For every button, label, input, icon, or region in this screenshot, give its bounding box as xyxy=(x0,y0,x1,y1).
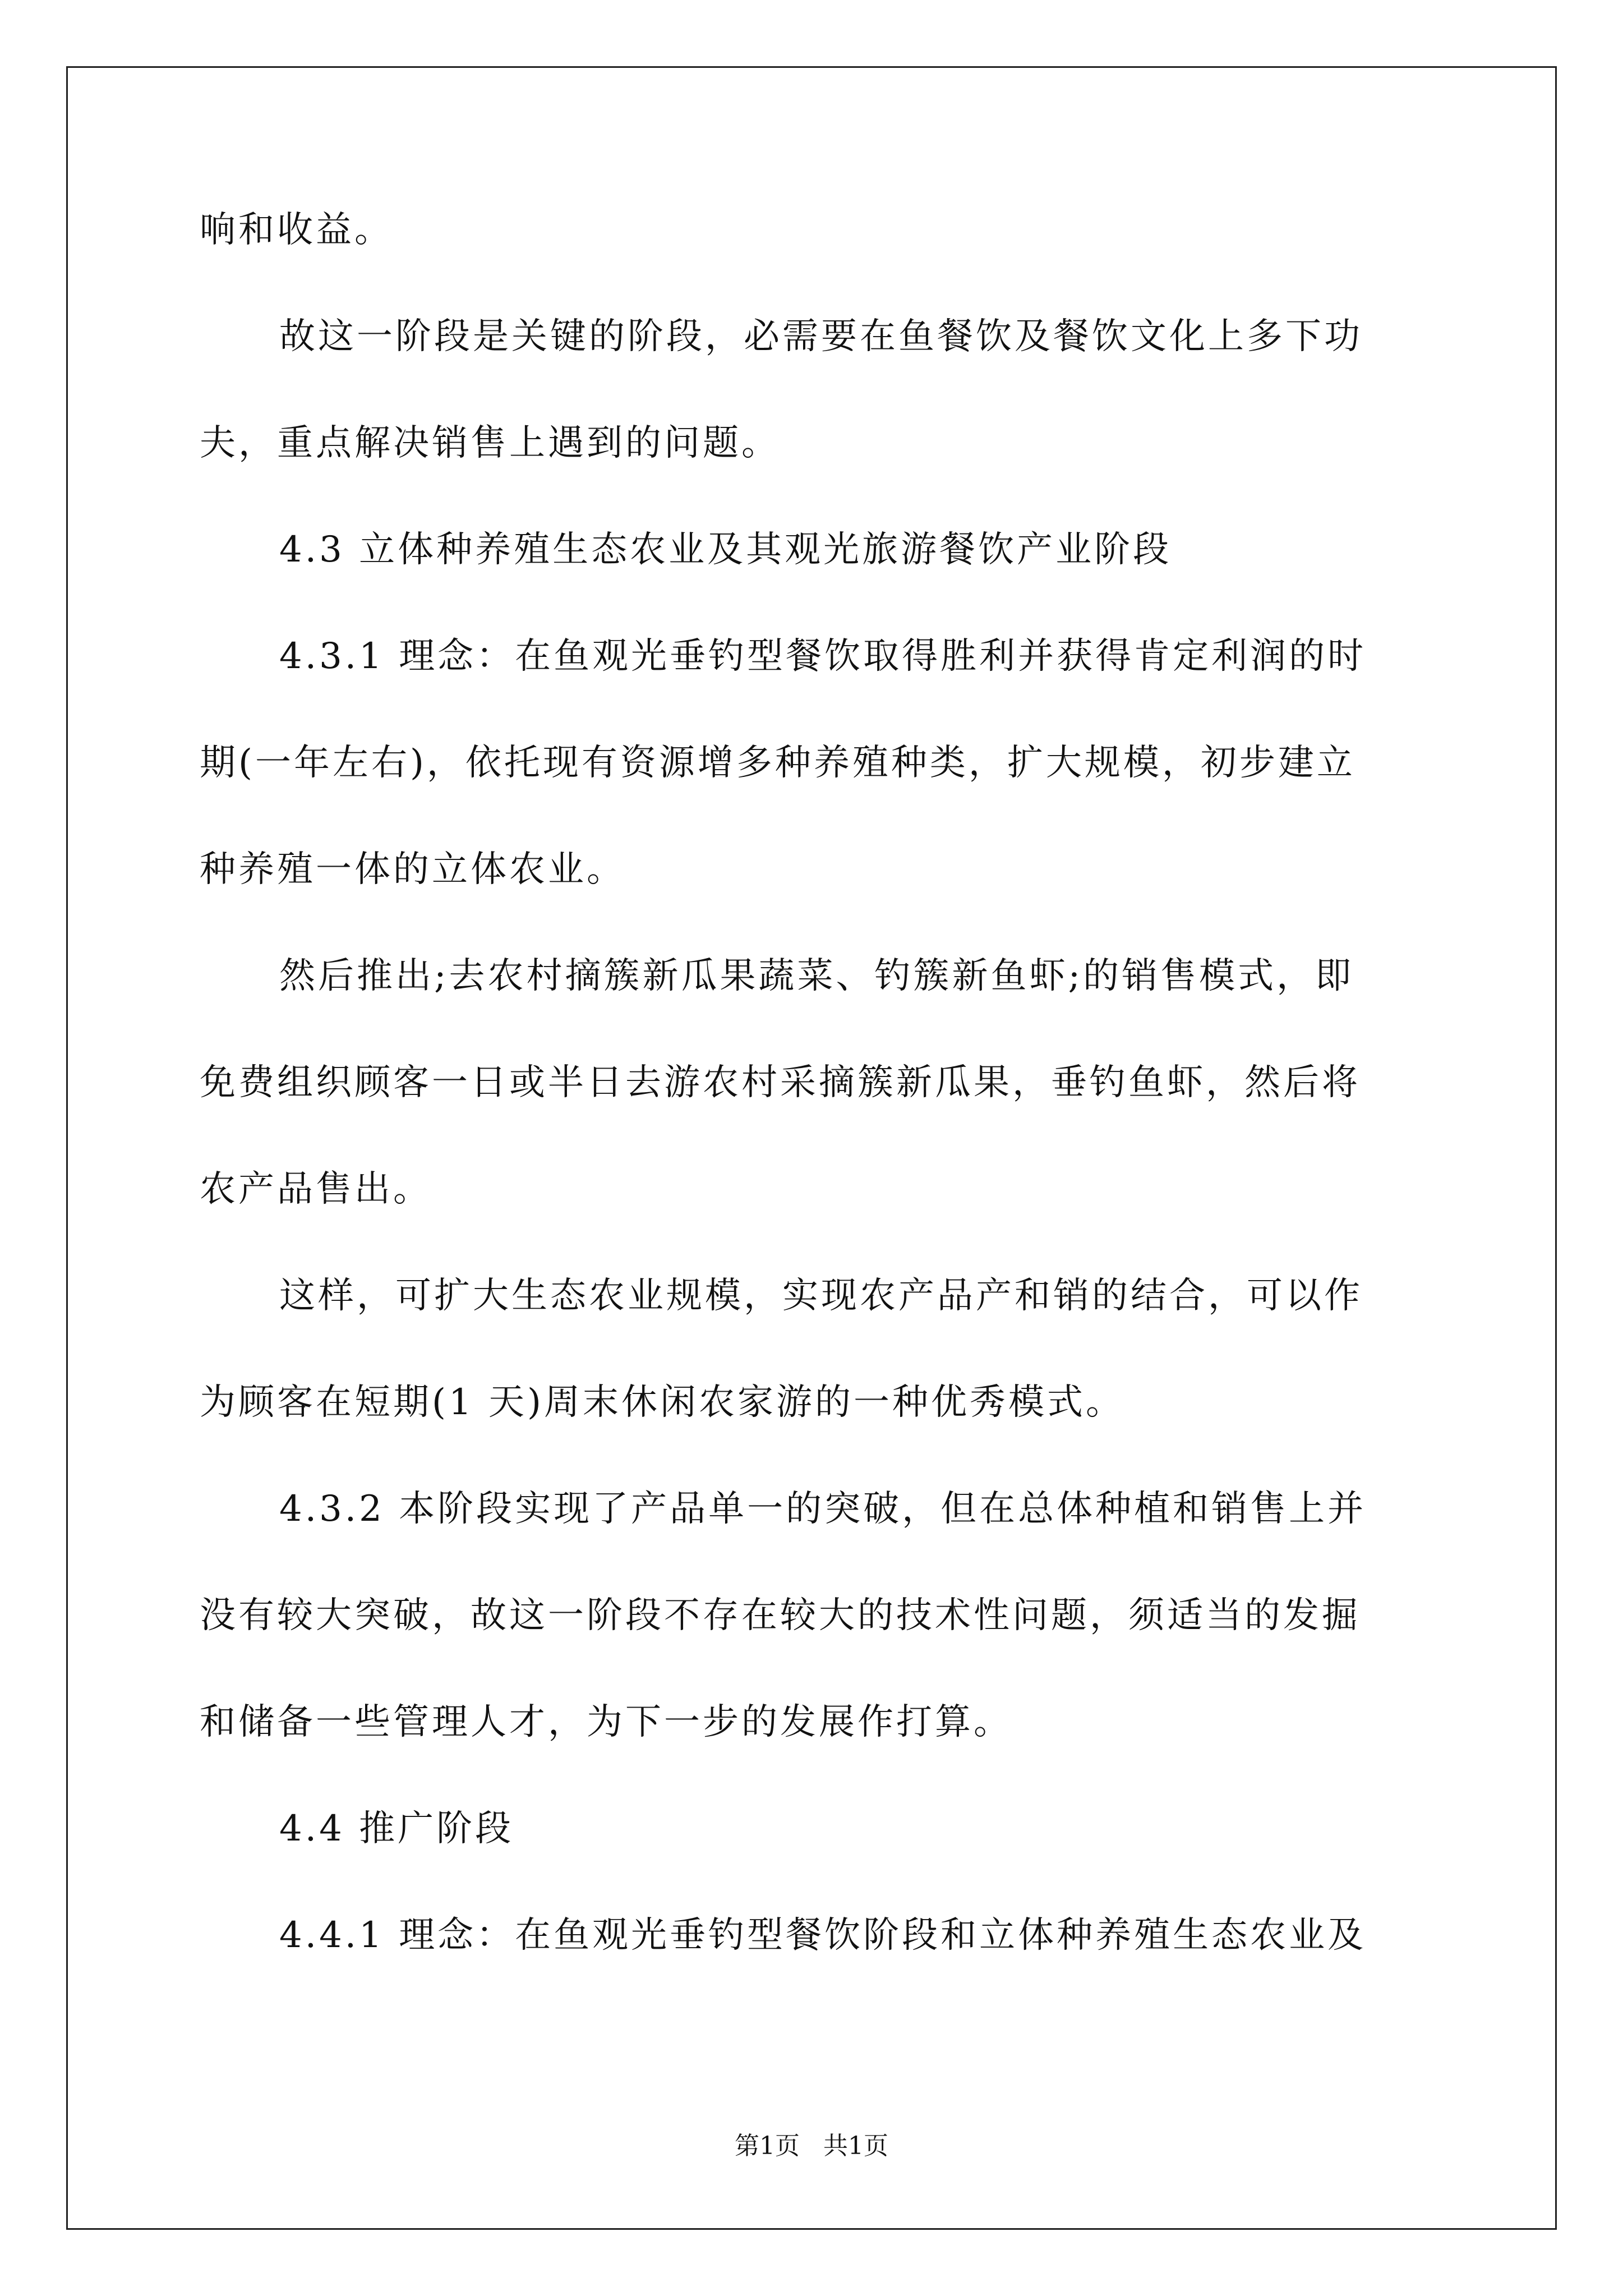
text-line: 4.3.1 理念：在鱼观光垂钓型餐饮取得胜利并获得肯定利润的时 xyxy=(279,636,1367,677)
text-line: 故这一阶段是关键的阶段，必需要在鱼餐饮及餐饮文化上多下功 xyxy=(279,316,1363,357)
text-line: 为顾客在短期(1 天)周末休闲农家游的一种优秀模式。 xyxy=(200,1382,1124,1423)
page-footer: 第1页 共1页 xyxy=(735,2132,888,2160)
text-line: 然后推出;去农村摘簇新瓜果蔬菜、钓簇新鱼虾;的销售模式，即 xyxy=(279,955,1354,997)
text-line: 免费组织顾客一日或半日去游农村采摘簇新瓜果，垂钓鱼虾，然后将 xyxy=(200,1062,1361,1103)
text-line: 4.4.1 理念：在鱼观光垂钓型餐饮阶段和立体种养殖生态农业及 xyxy=(279,1915,1367,1956)
text-line: 这样，可扩大生态农业规模，实现农产品产和销的结合，可以作 xyxy=(279,1275,1363,1317)
page-border xyxy=(66,66,1557,2230)
section-heading: 4.3 立体种养殖生态农业及其观光旅游餐饮产业阶段 xyxy=(279,529,1172,570)
text-line: 响和收益。 xyxy=(200,209,393,251)
text-line: 种养殖一体的立体农业。 xyxy=(200,849,625,890)
text-line: 期(一年左右)，依托现有资源增多种养殖种类，扩大规模，初步建立 xyxy=(200,742,1355,784)
text-line: 和储备一些管理人才，为下一步的发展作打算。 xyxy=(200,1701,1012,1743)
section-heading: 4.4 推广阶段 xyxy=(279,1808,514,1849)
text-line: 夫，重点解决销售上遇到的问题。 xyxy=(200,422,780,464)
text-line: 农产品售出。 xyxy=(200,1168,432,1210)
text-line: 4.3.2 本阶段实现了产品单一的突破，但在总体种植和销售上并 xyxy=(279,1488,1367,1530)
text-line: 没有较大突破，故这一阶段不存在较大的技术性问题，须适当的发掘 xyxy=(200,1595,1361,1636)
